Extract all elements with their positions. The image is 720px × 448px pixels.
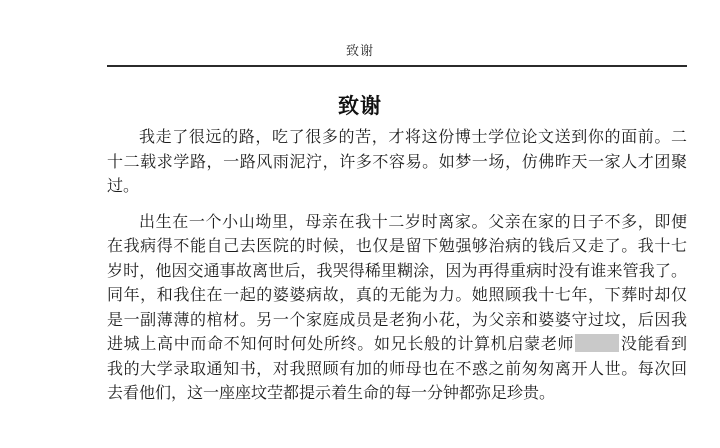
paragraph-line-text: 进城上高中而命不知何时何处所终。如兄长般的计算机启蒙老师 [107, 334, 575, 353]
paragraph-line: 去看他们，这一座座坟茔都提示着生命的每一分钟都弥足珍贵。 [107, 383, 556, 402]
paragraph-line: 我走了很远的路，吃了很多的苦，才将这份博士学位论文送到你的面前。二 [139, 127, 687, 146]
paragraph-line: 岁时，他因交通事故离世后，我哭得稀里糊涂，因为再得重病时没有谁来管我了。 [107, 260, 687, 280]
running-header: 致谢 [345, 44, 374, 59]
paragraph-line: 我的大学录取通知书，对我照顾有加的师母也在不惑之前匆匆离开人世。每次回 [107, 358, 687, 378]
paragraph-line: 十二载求学路，一路风雨泥泞，许多不容易。如梦一场，仿佛昨天一家人才团聚 [107, 151, 687, 171]
paragraph-line: 出生在一个小山坳里，母亲在我十二岁时离家。父亲在家的日子不多，即便 [139, 211, 687, 231]
paragraph-2 [107, 210, 687, 406]
paragraph-line-tail: 没能看到 [620, 334, 687, 353]
paragraph-1 [107, 125, 687, 199]
paragraph-line: 过。 [107, 176, 140, 195]
paragraph-line: 在我病得不能自己去医院的时候，也仅是留下勉强够治病的钱后又走了。我十七 [107, 236, 687, 255]
paragraph-line: 同年，和我住在一起的婆婆病故，真的无能为力。她照顾我十七年，下葬时却仅 [107, 285, 687, 304]
redaction-block [575, 334, 619, 352]
paragraph-line: 是一副薄薄的棺材。另一个家庭成员是老狗小花，为父亲和婆婆守过坟，后因我 [107, 309, 687, 329]
paragraph-line-redacted [107, 332, 687, 357]
page-title: 致谢 [338, 93, 382, 118]
header-rule [107, 65, 687, 67]
body-text [107, 125, 687, 417]
